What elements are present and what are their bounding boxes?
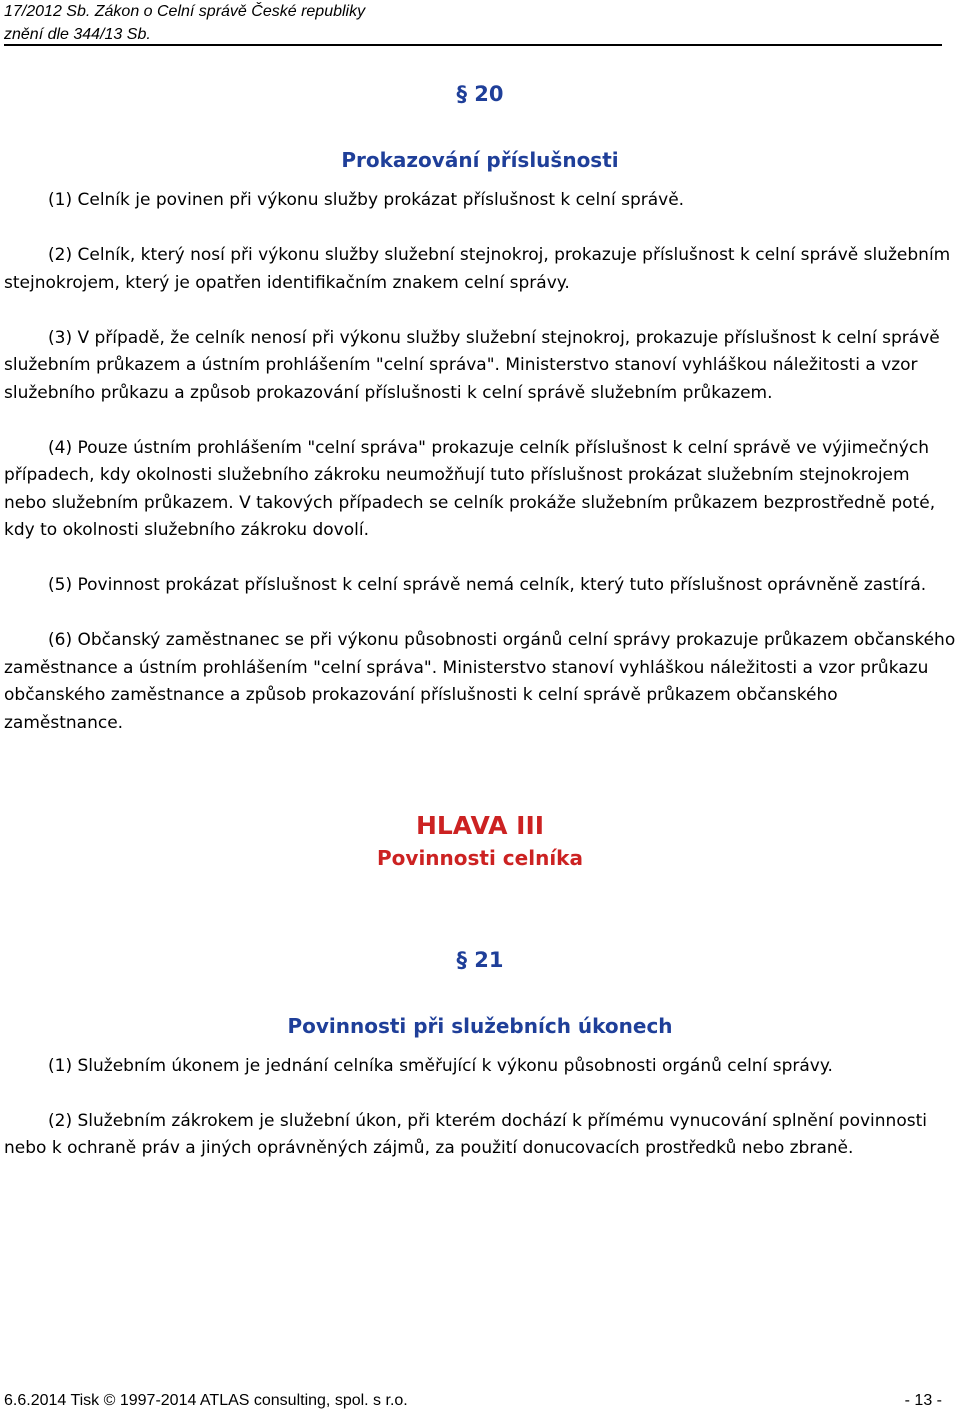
page-footer [4,1391,942,1411]
paragraph-text: (5) Povinnost prokázat příslušnost k celní správě nemá celník, který tuto příslušnost oprávněně zastírá. [48,575,927,595]
section-21-title: Povinnosti při služebních úkonech [287,1013,673,1038]
page-header [4,0,942,46]
paragraph [4,572,956,600]
paragraph-text: (2) Služebním zákrokem je služební úkon, při kterém dochází k přímému vynucování splnění povinnosti nebo k ochraně práv a jiných oprávněných zájmů, za použití donucovacích prostředků nebo zbraně. [4,1110,927,1158]
paragraph [4,242,956,297]
footer-print-info: 6.6.2014 Tisk © 1997-2014 ATLAS consulting, spol. s r.o. [4,1392,408,1409]
paragraph-text: (6) Občanský zaměstnanec se při výkonu působnosti orgánů celní správy prokazuje průkazem občanského zaměstnance a ústním prohlášením "celní správa". Ministerstvo stanoví vyhláškou náležitosti a vzor průkazu občanského zaměstnance a způsob prokazování příslušnosti k celní správě průkazem občanského zaměstnance. [4,630,956,733]
head-3-subtitle: Povinnosti celníka [377,845,583,870]
page-number: - 13 - [904,1392,942,1409]
paragraph-text: (1) Celník je povinen při výkonu služby prokázat příslušnost k celní správě. [48,190,685,210]
section-20-title: Prokazování příslušnosti [341,148,619,172]
section-20-number: § 20 [456,82,504,106]
paragraph-text: (3) V případě, že celník nenosí při výkonu služby služební stejnokroj, prokazuje příslušnost k celní správě služebním průkazem a ústním prohlášením "celní správa". Ministerstvo stanoví vyhláškou náležitosti a vzor služebního průkazu a způsob prokazování příslušnosti k celní správě služebním průkazem. [4,327,940,403]
paragraph-text: (1) Služebním úkonem je jednání celníka směřující k výkonu působnosti orgánů celní správy. [48,1055,833,1076]
header-law-title: 17/2012 Sb. Zákon o Celní správě České republiky [4,3,366,20]
section-21-number: § 21 [456,947,504,972]
document-body [4,46,956,1190]
head-3-title: HLAVA III [415,810,545,840]
paragraph [4,325,956,408]
paragraph-text: (2) Celník, který nosí při výkonu služby služební stejnokroj, prokazuje příslušnost k celní správě služebním stejnokrojem, který je opatřen identifikačním znakem celní správy. [4,245,951,293]
paragraph [4,435,956,545]
paragraph-text: (4) Pouze ústním prohlášením "celní správa" prokazuje celník příslušnost k celní správě ve výjimečných případech, kdy okolnosti služebního zákroku neumožňují tuto příslušnost prokázat služebním stejnokrojem nebo služebním průkazem. V takových případech se celník prokáže služebním průkazem bezprostředně poté, kdy to okolnosti služebního zákroku dovolí. [4,437,936,540]
paragraph [4,1053,956,1081]
paragraph [4,187,956,215]
header-version: znění dle 344/13 Sb. [4,26,151,43]
paragraph [4,1108,956,1163]
paragraph [4,627,956,737]
